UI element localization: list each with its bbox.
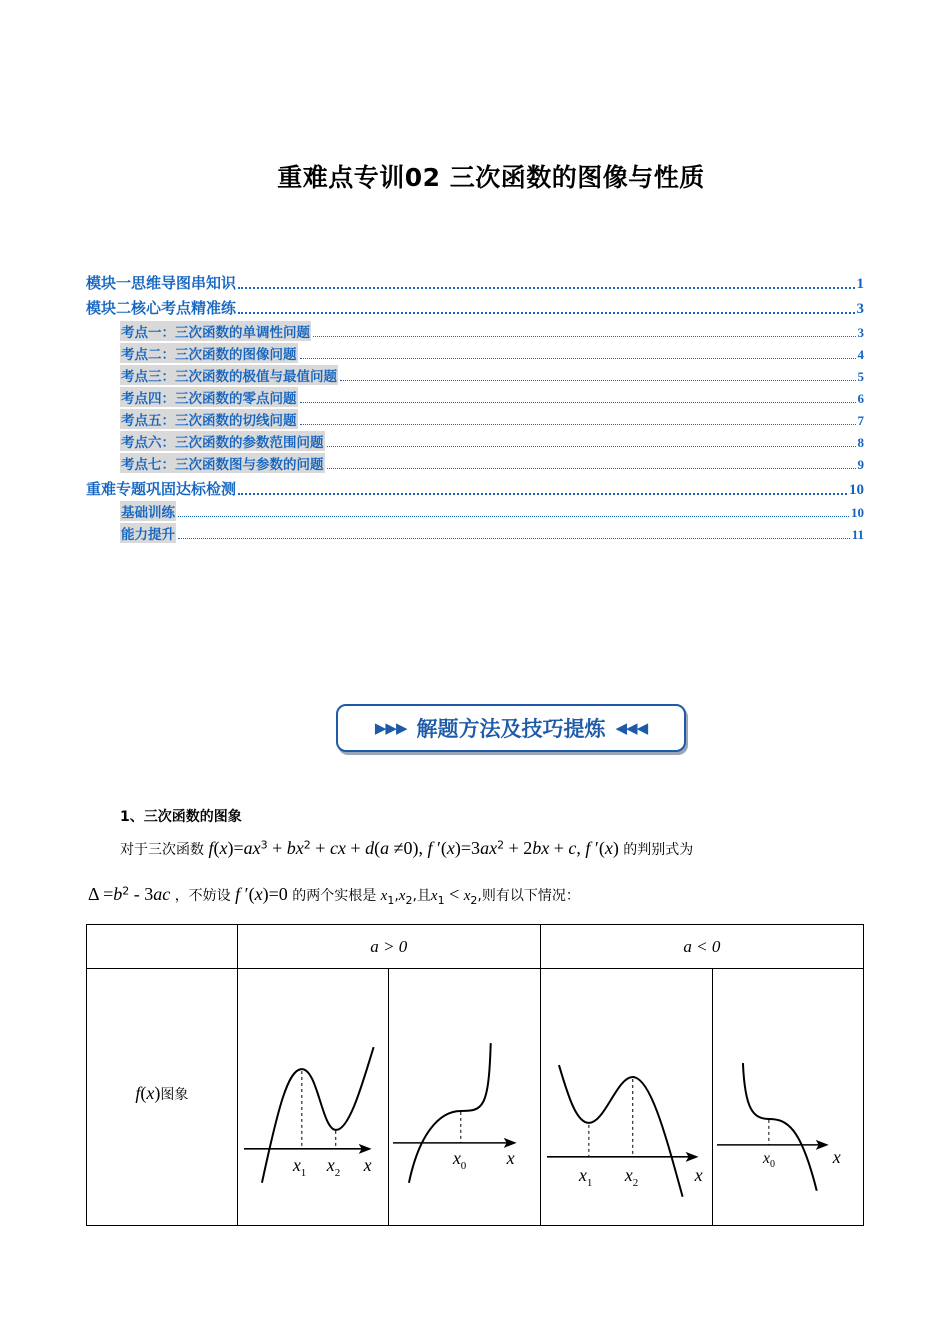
toc-leader-dots xyxy=(178,538,850,539)
toc-leader-dots xyxy=(313,336,856,337)
label-x1: $x_1$ xyxy=(292,1154,306,1179)
label-x-axis: x xyxy=(363,1154,372,1175)
toc-entry-label[interactable]: 考点三：三次函数的极值与最值问题 xyxy=(120,365,338,385)
toc-entry[interactable] xyxy=(120,410,864,429)
table-corner-cell xyxy=(87,925,238,969)
graph-neg-two-extrema xyxy=(541,969,713,1225)
toc-entry-label[interactable]: 考点七：三次函数图与参数的问题 xyxy=(120,453,325,473)
formula-cubic: $f(x)=ax^3 + bx^2$ + cx + d(a ≠0), f $'(x)=3ax^2 + 2bx + c$, f ′(x) xyxy=(208,838,619,858)
toc-entry[interactable] xyxy=(86,479,864,499)
graph-cell-neg-monotone xyxy=(713,969,864,1226)
cubic-curve xyxy=(409,1043,491,1183)
page-title: 重难点专训02 三次函数的图像与性质 xyxy=(277,163,705,192)
toc-entry[interactable] xyxy=(86,273,864,293)
banner-right-arrows-icon: ◀◀◀ xyxy=(615,719,648,737)
intro-text: 对于三次函数 xyxy=(120,842,204,858)
row-label-cell: f(x)图象 xyxy=(87,969,238,1226)
paragraph-line-1 xyxy=(120,838,693,859)
toc-entry-page: 6 xyxy=(857,391,864,406)
toc-entry-label[interactable]: 模块二核心考点精准练 xyxy=(86,299,237,317)
text-assume: ，不妨设 xyxy=(174,888,231,904)
label-x0: $x_0$ xyxy=(453,1147,467,1172)
graph-cell-neg-two-roots xyxy=(540,969,713,1226)
toc-entry-label[interactable]: 能力提升 xyxy=(120,523,176,543)
toc-entry-page: 9 xyxy=(857,457,864,472)
toc-entry-label[interactable]: 基础训练 xyxy=(120,501,176,521)
row-label-text: 图象 xyxy=(160,1086,189,1103)
graph-pos-monotone xyxy=(389,969,540,1225)
banner-left-arrows-icon: ▶▶▶ xyxy=(374,719,407,737)
graph-cell-pos-monotone xyxy=(389,969,541,1226)
toc-entry[interactable] xyxy=(120,502,864,521)
label-x0: $x_0$ xyxy=(763,1149,776,1170)
toc-entry-label[interactable]: 考点四：三次函数的零点问题 xyxy=(120,387,298,407)
toc-leader-dots xyxy=(300,424,856,425)
toc-entry[interactable] xyxy=(120,366,864,385)
toc-entry-page: 5 xyxy=(857,369,864,384)
label-x1: $x_1$ xyxy=(578,1164,593,1189)
method-banner xyxy=(336,704,686,752)
formula-derivative-zero: f ′(x)=0 xyxy=(235,884,288,904)
toc-entry-page: 11 xyxy=(851,527,864,542)
text-cases: ,则有以下情况： xyxy=(477,888,580,904)
formula-delta: $\Delta =b^2 - 3ac$ xyxy=(88,884,171,904)
toc-entry-label[interactable]: 考点六：三次函数的参数范围问题 xyxy=(120,431,325,451)
text-and: ,且 xyxy=(412,888,431,904)
toc-entry-page: 10 xyxy=(849,482,864,498)
toc-entry[interactable] xyxy=(120,322,864,341)
toc-entry-label[interactable]: 考点五：三次函数的切线问题 xyxy=(120,409,298,429)
cubic-curve xyxy=(743,1063,817,1191)
toc-entry-page: 8 xyxy=(857,435,864,450)
label-x-axis: x xyxy=(506,1147,515,1168)
formula-order: $x_1 < x_2$ xyxy=(430,884,478,907)
toc-entry-page: 3 xyxy=(857,325,864,340)
toc-entry-page: 4 xyxy=(857,347,864,362)
toc-entry[interactable] xyxy=(120,388,864,407)
toc-leader-dots xyxy=(340,380,856,381)
toc-leader-dots xyxy=(327,468,856,469)
label-x2: $x_2$ xyxy=(624,1164,639,1189)
toc-entry-page: 7 xyxy=(857,413,864,428)
paragraph-line-2 xyxy=(88,884,580,907)
label-x-axis: x xyxy=(833,1146,842,1167)
toc-leader-dots xyxy=(238,312,854,314)
toc-entry-page: 3 xyxy=(856,301,864,317)
formula-roots: $x_1,x_2$ xyxy=(380,888,413,907)
toc-entry-label[interactable]: 考点一：三次函数的单调性问题 xyxy=(120,321,311,341)
toc-entry-label[interactable]: 模块一思维导图串知识 xyxy=(86,274,237,292)
toc-entry[interactable] xyxy=(120,344,864,363)
cubic-graph-table xyxy=(86,924,864,1226)
toc-leader-dots xyxy=(238,493,847,495)
cubic-curve xyxy=(262,1047,374,1183)
header-a-negative: a < 0 xyxy=(540,925,863,969)
section-heading: 1、三次函数的图象 xyxy=(120,809,242,825)
label-x-axis: x xyxy=(694,1164,703,1185)
toc-entry-page: 10 xyxy=(851,505,864,520)
toc-leader-dots xyxy=(300,402,856,403)
graph-pos-two-extrema xyxy=(238,969,389,1225)
toc-leader-dots xyxy=(327,446,856,447)
toc-entry[interactable] xyxy=(120,432,864,451)
toc-leader-dots xyxy=(238,287,854,289)
label-x2: $x_2$ xyxy=(326,1154,340,1179)
banner-label: 解题方法及技巧提炼 xyxy=(416,717,606,741)
graph-cell-pos-two-roots xyxy=(237,969,389,1226)
toc-leader-dots xyxy=(178,516,849,517)
graph-neg-monotone xyxy=(713,969,863,1225)
toc-entry[interactable] xyxy=(86,298,864,318)
text-roots: 的两个实根是 xyxy=(292,888,377,904)
toc-entry-label[interactable]: 重难专题巩固达标检测 xyxy=(86,480,237,498)
toc-leader-dots xyxy=(300,358,856,359)
toc-entry[interactable] xyxy=(120,524,864,543)
toc-entry-page: 1 xyxy=(856,276,864,292)
discriminant-text: 的判别式为 xyxy=(623,842,694,858)
toc-entry-label[interactable]: 考点二：三次函数的图像问题 xyxy=(120,343,298,363)
cubic-curve xyxy=(559,1065,683,1197)
toc-entry[interactable] xyxy=(120,454,864,473)
header-a-positive: a > 0 xyxy=(237,925,540,969)
